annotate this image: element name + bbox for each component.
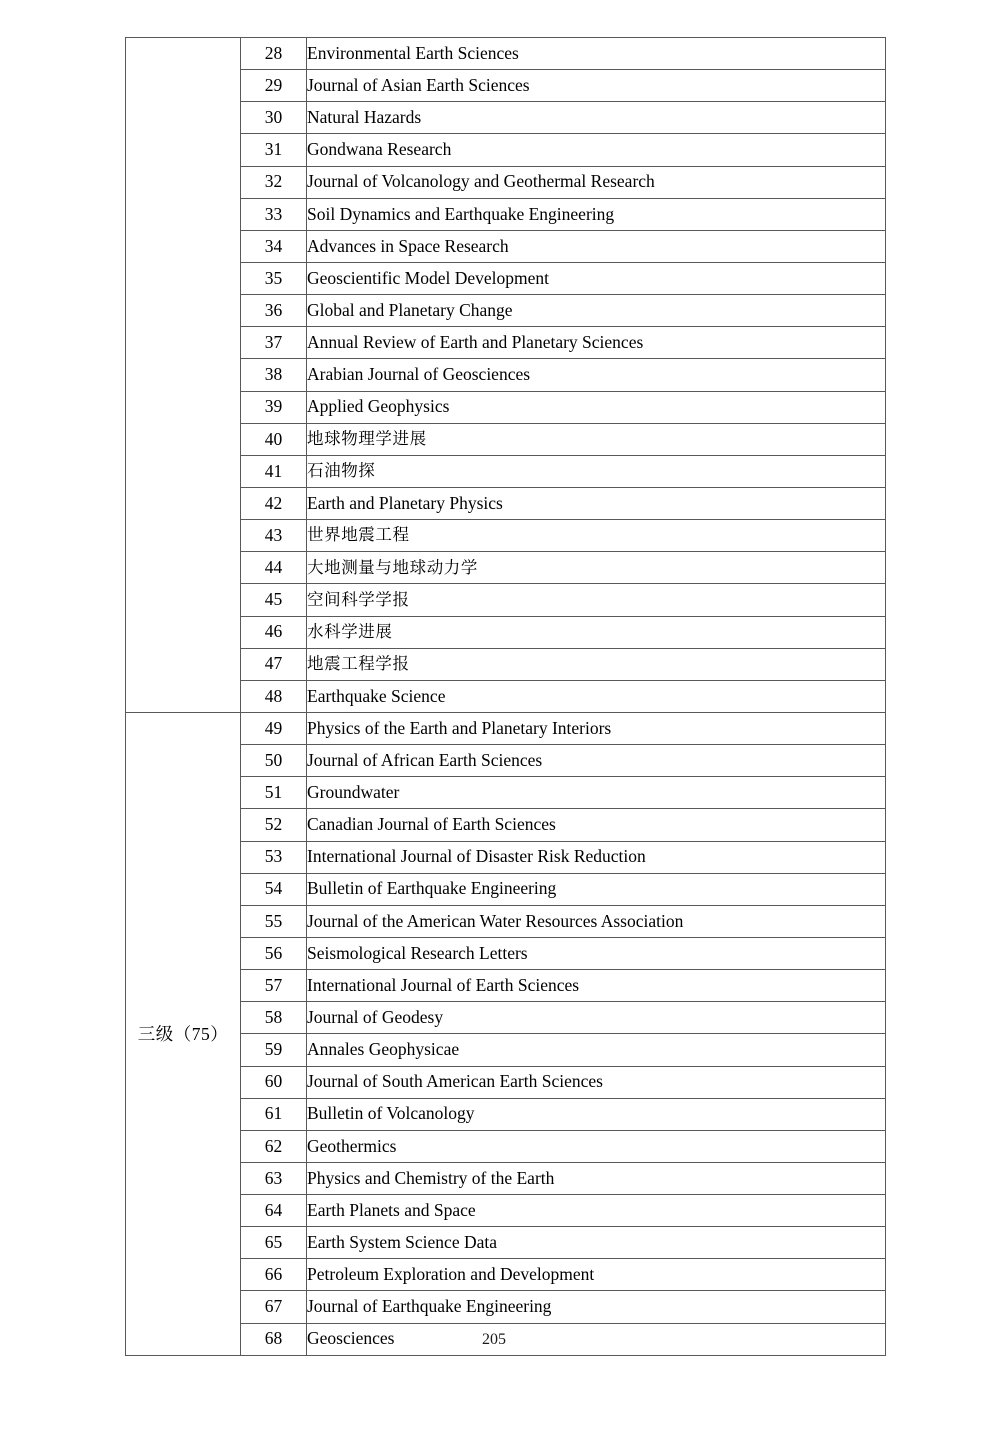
journal-name: 石油物探 <box>307 455 886 487</box>
level-label-cell: 三级（75） <box>126 712 241 1355</box>
journal-name: Bulletin of Earthquake Engineering <box>307 873 886 905</box>
journal-name: International Journal of Disaster Risk Reduction <box>307 841 886 873</box>
page-number: 205 <box>482 1331 506 1348</box>
journal-name: Annales Geophysicae <box>307 1034 886 1066</box>
row-number: 37 <box>241 327 307 359</box>
journal-name: Bulletin of Volcanology <box>307 1098 886 1130</box>
row-number: 57 <box>241 970 307 1002</box>
row-number: 47 <box>241 648 307 680</box>
row-number: 40 <box>241 423 307 455</box>
row-number: 49 <box>241 712 307 744</box>
journal-name: 地震工程学报 <box>307 648 886 680</box>
journal-name: Annual Review of Earth and Planetary Sciences <box>307 327 886 359</box>
row-number: 58 <box>241 1002 307 1034</box>
row-number: 68 <box>241 1323 307 1355</box>
row-number: 64 <box>241 1195 307 1227</box>
journal-name: Geosciences <box>307 1323 886 1355</box>
journal-name: Earthquake Science <box>307 680 886 712</box>
row-number: 45 <box>241 584 307 616</box>
journal-name: Seismological Research Letters <box>307 937 886 969</box>
row-number: 29 <box>241 70 307 102</box>
journal-name: Journal of Asian Earth Sciences <box>307 70 886 102</box>
row-number: 61 <box>241 1098 307 1130</box>
row-number: 34 <box>241 230 307 262</box>
row-number: 59 <box>241 1034 307 1066</box>
journal-name: Journal of South American Earth Sciences <box>307 1066 886 1098</box>
journal-name: 空间科学学报 <box>307 584 886 616</box>
journal-name: Earth System Science Data <box>307 1227 886 1259</box>
row-number: 35 <box>241 262 307 294</box>
journal-name: Natural Hazards <box>307 102 886 134</box>
row-number: 28 <box>241 38 307 70</box>
row-number: 67 <box>241 1291 307 1323</box>
row-number: 33 <box>241 198 307 230</box>
row-number: 32 <box>241 166 307 198</box>
journal-name: Journal of Geodesy <box>307 1002 886 1034</box>
journal-name: Journal of Earthquake Engineering <box>307 1291 886 1323</box>
journal-name: Arabian Journal of Geosciences <box>307 359 886 391</box>
row-number: 52 <box>241 809 307 841</box>
row-number: 60 <box>241 1066 307 1098</box>
row-number: 42 <box>241 487 307 519</box>
row-number: 53 <box>241 841 307 873</box>
journal-name: Petroleum Exploration and Development <box>307 1259 886 1291</box>
journal-name: 大地测量与地球动力学 <box>307 552 886 584</box>
row-number: 36 <box>241 295 307 327</box>
row-number: 46 <box>241 616 307 648</box>
row-number: 43 <box>241 520 307 552</box>
journal-name: Journal of African Earth Sciences <box>307 745 886 777</box>
row-number: 30 <box>241 102 307 134</box>
row-number: 56 <box>241 937 307 969</box>
row-number: 65 <box>241 1227 307 1259</box>
journal-name: Journal of the American Water Resources Association <box>307 905 886 937</box>
row-number: 55 <box>241 905 307 937</box>
row-number: 44 <box>241 552 307 584</box>
row-number: 38 <box>241 359 307 391</box>
journal-name: 地球物理学进展 <box>307 423 886 455</box>
journal-name: Advances in Space Research <box>307 230 886 262</box>
journal-name: Gondwana Research <box>307 134 886 166</box>
table-row <box>126 38 886 70</box>
row-number: 66 <box>241 1259 307 1291</box>
journal-name: International Journal of Earth Sciences <box>307 970 886 1002</box>
row-number: 48 <box>241 680 307 712</box>
journal-name: Environmental Earth Sciences <box>307 38 886 70</box>
table-row <box>126 712 886 744</box>
row-number: 39 <box>241 391 307 423</box>
journal-name: Geothermics <box>307 1130 886 1162</box>
journal-name: Applied Geophysics <box>307 391 886 423</box>
row-number: 54 <box>241 873 307 905</box>
row-number: 62 <box>241 1130 307 1162</box>
row-number: 63 <box>241 1162 307 1194</box>
journal-name: Physics of the Earth and Planetary Interiors <box>307 712 886 744</box>
table-body <box>126 38 886 1356</box>
row-number: 41 <box>241 455 307 487</box>
row-number: 50 <box>241 745 307 777</box>
journal-name: Physics and Chemistry of the Earth <box>307 1162 886 1194</box>
journal-name: Earth Planets and Space <box>307 1195 886 1227</box>
journal-list-table <box>125 37 886 1356</box>
journal-name: Earth and Planetary Physics <box>307 487 886 519</box>
row-number: 31 <box>241 134 307 166</box>
journal-name: Journal of Volcanology and Geothermal Research <box>307 166 886 198</box>
journal-name: Geoscientific Model Development <box>307 262 886 294</box>
journal-name: 水科学进展 <box>307 616 886 648</box>
level-label-continued-cell <box>126 38 241 713</box>
row-number: 51 <box>241 777 307 809</box>
journal-name: Soil Dynamics and Earthquake Engineering <box>307 198 886 230</box>
journal-name: Canadian Journal of Earth Sciences <box>307 809 886 841</box>
journal-name: Groundwater <box>307 777 886 809</box>
journal-name: Global and Planetary Change <box>307 295 886 327</box>
journal-name: 世界地震工程 <box>307 520 886 552</box>
